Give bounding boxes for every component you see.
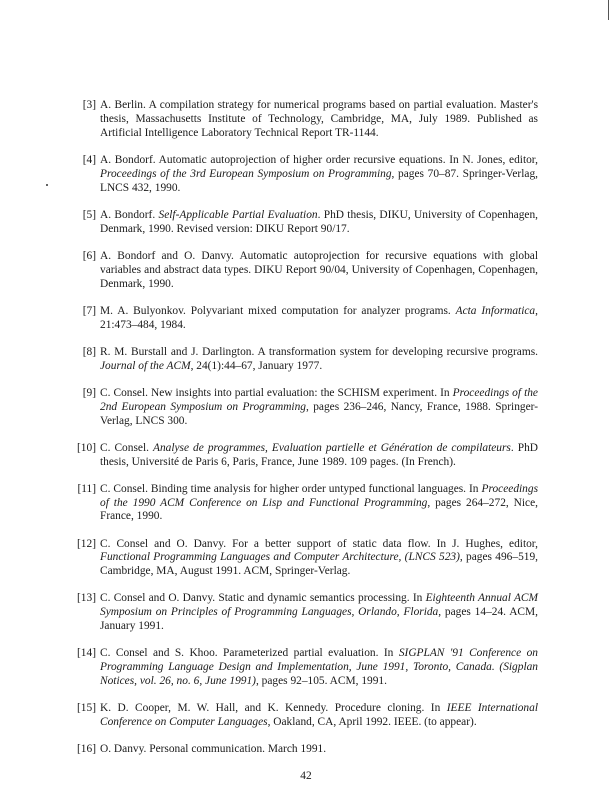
entry-text: C. Consel and S. Khoo. Parameterized partial evaluation. In <box>100 647 399 660</box>
entry-number: [16] <box>77 743 96 756</box>
bibliography-entry <box>76 250 538 292</box>
entry-number: [13] <box>77 592 96 605</box>
entry-number: [15] <box>77 702 96 715</box>
entry-text: A. Bondorf. Automatic autoprojection of higher order recursive equations. In N. Jones, editor, <box>100 153 538 166</box>
entry-text: K. D. Cooper, M. W. Hall, and K. Kennedy. Procedure cloning. In <box>100 702 447 715</box>
entry-text: , pages 496–519, Cambridge, MA, August 1991. ACM, Springer-Verlag. <box>100 551 538 578</box>
entry-text: M. A. Bulyonkov. Polyvariant mixed computation for analyzer programs. <box>100 304 456 317</box>
entry-text: C. Consel. Binding time analysis for higher order untyped functional languages. In <box>100 482 482 495</box>
entry-italic-text: Analyse de programmes, Evaluation partielle et Génération de compilateurs <box>152 441 511 454</box>
entry-italic-text: Self-Applicable Partial Evaluation <box>158 208 318 221</box>
entry-italic-text: Journal of the ACM <box>100 359 191 372</box>
entry-text: . PhD thesis, Université de Paris 6, Paris, France, June 1989. 109 pages. (In French). <box>100 441 538 468</box>
entry-italic-text: Acta Informatica <box>455 304 536 317</box>
bibliography-entry <box>76 154 538 196</box>
entry-text: , Oakland, CA, April 1992. IEEE. (to appear). <box>267 716 477 729</box>
entry-number: [11] <box>77 482 96 495</box>
entry-italic-text: Eighteenth Annual ACM Symposium on Principles of Programming Languages, Orlando, Florida <box>100 592 539 619</box>
entry-italic-text: Functional Programming Languages and Computer Architecture, (LNCS 523) <box>100 551 460 564</box>
margin-mark <box>46 184 48 186</box>
bibliography-entry <box>76 387 538 429</box>
entry-number: [9] <box>82 386 96 399</box>
entry-text: C. Consel. New insights into partial evaluation: the SCHISM experiment. In <box>100 386 453 399</box>
bibliography-entry <box>76 346 538 374</box>
bibliography-entry <box>76 743 538 757</box>
entry-text: A. Bondorf. <box>100 208 159 221</box>
entry-text: A. Berlin. A compilation strategy for numerical programs based on partial evaluation. Master's thesis, Massachusetts Institute of Technology, Cambridge, MA, July 1989. Published as Artificial Intelligence Laboratory Technical Report TR-1144. <box>100 99 538 139</box>
entry-number: [3] <box>82 99 96 111</box>
entry-text: , pages 264–272, Nice, France, 1990. <box>100 496 539 523</box>
page-edge-line <box>608 0 609 20</box>
entry-text: , pages 14–24. ACM, January 1991. <box>100 606 538 633</box>
entry-text: C. Consel and O. Danvy. For a better support of static data flow. In J. Hughes, editor, <box>100 537 538 550</box>
entry-text: C. Consel and O. Danvy. Static and dynamic semantics processing. In <box>100 592 426 605</box>
entry-number: [12] <box>77 537 96 550</box>
bibliography-entry <box>76 442 538 470</box>
entry-italic-text: Proceedings of the 1990 ACM Conference on Lisp and Functional Programming <box>100 482 538 509</box>
entry-number: [7] <box>82 304 96 317</box>
entry-text: , pages 92–105. ACM, 1991. <box>255 675 387 688</box>
entry-text: , pages 236–246, Nancy, France, 1988. Springer-Verlag, LNCS 300. <box>100 400 539 427</box>
bibliography-list <box>76 99 538 770</box>
entry-italic-text: SIGPLAN '91 Conference on Programming Language Design and Implementation, June 1991, Toronto, Canada. (Sigplan Notices, vol. 26, no. 6, June 1991) <box>100 647 538 688</box>
entry-text: R. M. Burstall and J. Darlington. A transformation system for developing recursive programs. <box>100 345 538 358</box>
entry-text: , 21:473–484, 1984. <box>100 304 538 331</box>
entry-number: [5] <box>82 208 96 221</box>
entry-text: , 24(1):44–67, January 1977. <box>190 359 323 372</box>
bibliography-entry <box>76 592 538 634</box>
bibliography-entry <box>76 483 538 525</box>
entry-text: O. Danvy. Personal communication. March 1991. <box>100 743 327 756</box>
entry-number: [8] <box>82 345 96 358</box>
entry-italic-text: Proceedings of the 3rd European Symposium on Programming <box>100 167 392 180</box>
entry-number: [10] <box>77 441 96 454</box>
entry-number: [6] <box>82 249 96 262</box>
bibliography-entry <box>76 305 538 333</box>
entry-text: . PhD thesis, DIKU, University of Copenhagen, Denmark, 1990. Revised version: DIKU Report 90/17. <box>100 208 538 235</box>
entry-number: [14] <box>77 647 96 660</box>
entry-text: A. Bondorf and O. Danvy. Automatic autoprojection for recursive equations with global variables and abstract data types. DIKU Report 90/04, University of Copenhagen, Copenhagen, Denmark, 1990. <box>100 249 538 290</box>
bibliography-entry <box>76 99 538 141</box>
entry-text: C. Consel. <box>100 441 153 454</box>
entry-text: , pages 70–87. Springer-Verlag, LNCS 432, 1990. <box>100 167 538 194</box>
bibliography-entry <box>76 702 538 730</box>
bibliography-entry <box>76 647 538 689</box>
entry-number: [4] <box>82 153 96 166</box>
entry-italic-text: IEEE International Conference on Computer Languages <box>100 702 538 729</box>
bibliography-entry <box>76 209 538 237</box>
bibliography-entry <box>76 538 538 580</box>
entry-italic-text: Proceedings of the 2nd European Symposium on Programming <box>100 386 538 413</box>
page-number: 42 <box>300 770 312 782</box>
